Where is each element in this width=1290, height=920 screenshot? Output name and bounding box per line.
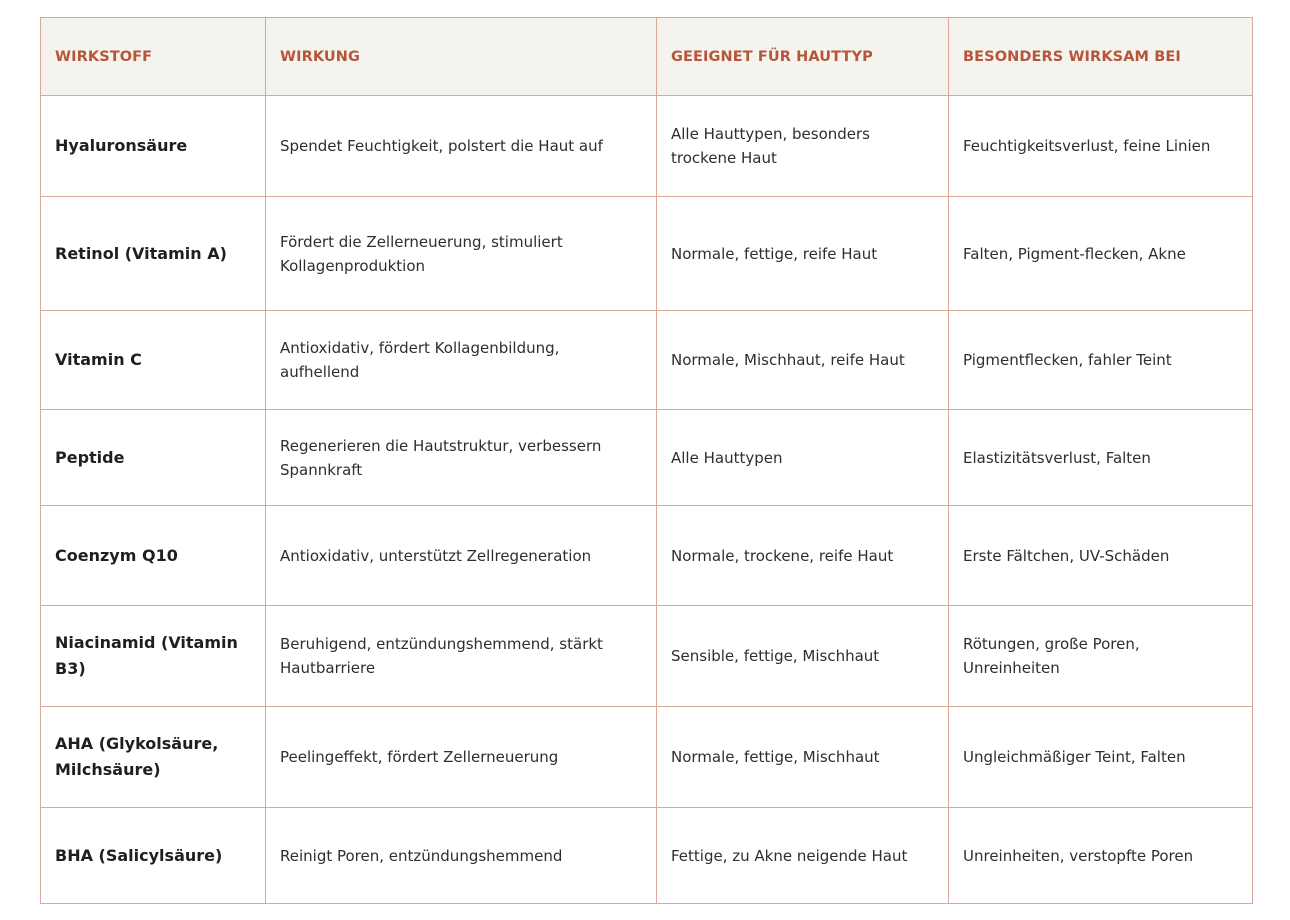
header-wirksam-bei: BESONDERS WIRKSAM BEI bbox=[949, 18, 1253, 96]
cell-wirkung: Regenerieren die Hautstruktur, verbessern Spannkraft bbox=[266, 410, 657, 506]
table-row bbox=[41, 707, 1253, 808]
cell-hauttyp: Normale, trockene, reife Haut bbox=[657, 506, 949, 606]
cell-wirkung: Spendet Feuchtigkeit, polstert die Haut auf bbox=[266, 96, 657, 197]
cell-wirkung: Reinigt Poren, entzündungshemmend bbox=[266, 808, 657, 904]
cell-wirkstoff: Vitamin C bbox=[41, 311, 266, 410]
cell-wirksam-bei: Ungleichmäßiger Teint, Falten bbox=[949, 707, 1253, 808]
cell-wirkstoff: Retinol (Vitamin A) bbox=[41, 197, 266, 311]
cell-wirkung: Beruhigend, entzündungshemmend, stärkt Hautbarriere bbox=[266, 606, 657, 707]
cell-wirksam-bei: Feuchtigkeitsverlust, feine Linien bbox=[949, 96, 1253, 197]
cell-wirksam-bei: Rötungen, große Poren, Unreinheiten bbox=[949, 606, 1253, 707]
cell-hauttyp: Alle Hauttypen, besonders trockene Haut bbox=[657, 96, 949, 197]
header-wirkstoff: WIRKSTOFF bbox=[41, 18, 266, 96]
cell-wirkstoff: BHA (Salicylsäure) bbox=[41, 808, 266, 904]
table-header-row bbox=[41, 18, 1253, 96]
cell-hauttyp: Alle Hauttypen bbox=[657, 410, 949, 506]
table-row bbox=[41, 410, 1253, 506]
header-wirkung: WIRKUNG bbox=[266, 18, 657, 96]
cell-hauttyp: Normale, fettige, Mischhaut bbox=[657, 707, 949, 808]
cell-wirksam-bei: Falten, Pigment-flecken, Akne bbox=[949, 197, 1253, 311]
cell-wirkung: Fördert die Zellerneuerung, stimuliert Kollagenproduktion bbox=[266, 197, 657, 311]
cell-wirkstoff: Niacinamid (Vitamin B3) bbox=[41, 606, 266, 707]
cell-wirkstoff: Peptide bbox=[41, 410, 266, 506]
cell-wirkstoff: Hyaluronsäure bbox=[41, 96, 266, 197]
cell-wirksam-bei: Erste Fältchen, UV-Schäden bbox=[949, 506, 1253, 606]
cell-hauttyp: Sensible, fettige, Mischhaut bbox=[657, 606, 949, 707]
cell-wirksam-bei: Pigmentflecken, fahler Teint bbox=[949, 311, 1253, 410]
cell-wirksam-bei: Unreinheiten, verstopfte Poren bbox=[949, 808, 1253, 904]
table-row bbox=[41, 606, 1253, 707]
cell-hauttyp: Normale, Mischhaut, reife Haut bbox=[657, 311, 949, 410]
ingredients-table-container bbox=[40, 17, 1252, 904]
ingredients-table bbox=[40, 17, 1253, 904]
table-row bbox=[41, 96, 1253, 197]
cell-hauttyp: Normale, fettige, reife Haut bbox=[657, 197, 949, 311]
cell-wirksam-bei: Elastizitätsverlust, Falten bbox=[949, 410, 1253, 506]
cell-wirkung: Antioxidativ, unterstützt Zellregeneration bbox=[266, 506, 657, 606]
cell-wirkung: Antioxidativ, fördert Kollagenbildung, aufhellend bbox=[266, 311, 657, 410]
table-row bbox=[41, 311, 1253, 410]
table-row bbox=[41, 197, 1253, 311]
header-hauttyp: GEEIGNET FÜR HAUTTYP bbox=[657, 18, 949, 96]
cell-wirkung: Peelingeffekt, fördert Zellerneuerung bbox=[266, 707, 657, 808]
cell-wirkstoff: AHA (Glykolsäure, Milchsäure) bbox=[41, 707, 266, 808]
cell-hauttyp: Fettige, zu Akne neigende Haut bbox=[657, 808, 949, 904]
table-row bbox=[41, 506, 1253, 606]
cell-wirkstoff: Coenzym Q10 bbox=[41, 506, 266, 606]
table-row bbox=[41, 808, 1253, 904]
